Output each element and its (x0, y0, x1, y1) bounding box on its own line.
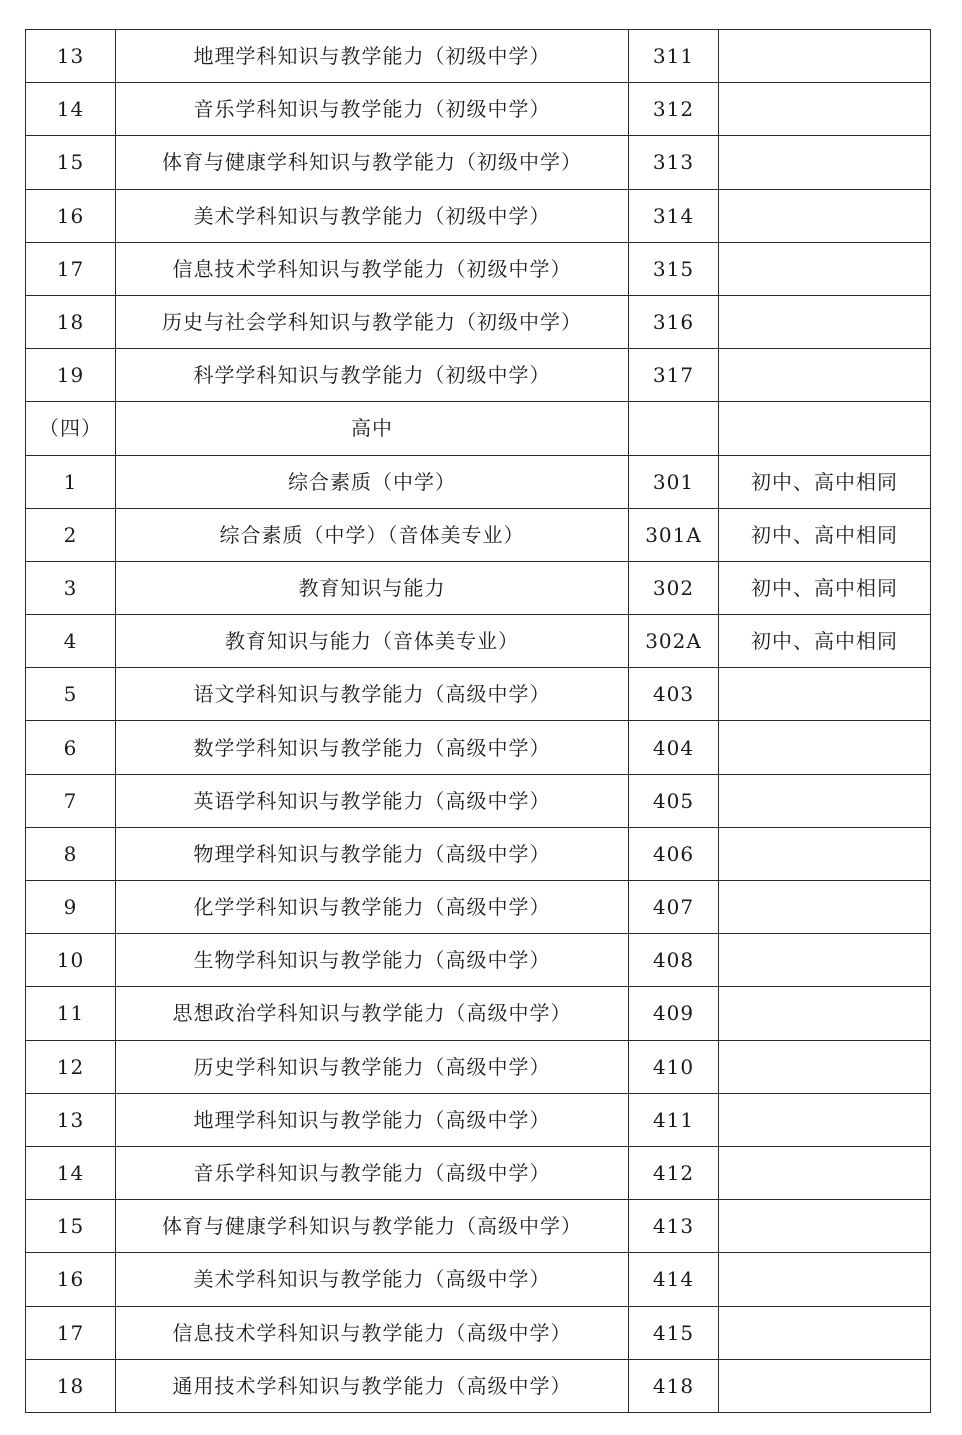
subject-name: 语文学科知识与教学能力（高级中学） (116, 668, 629, 721)
table-row (26, 615, 931, 668)
subject-code: 314 (629, 189, 719, 242)
table-row (26, 774, 931, 827)
section-row (26, 402, 931, 455)
row-number: 17 (26, 242, 116, 295)
table-row (26, 1359, 931, 1412)
row-number: 8 (26, 827, 116, 880)
subject-name: 美术学科知识与教学能力（初级中学） (116, 189, 629, 242)
row-number: 19 (26, 349, 116, 402)
row-number: 18 (26, 1359, 116, 1412)
subject-code: 409 (629, 987, 719, 1040)
subject-note (719, 1359, 931, 1412)
row-number: 5 (26, 668, 116, 721)
table-row (26, 987, 931, 1040)
subject-name: 地理学科知识与教学能力（高级中学） (116, 1093, 629, 1146)
subject-note: 初中、高中相同 (719, 615, 931, 668)
subject-code: 407 (629, 881, 719, 934)
subject-note (719, 242, 931, 295)
row-number: 1 (26, 455, 116, 508)
subject-name: 通用技术学科知识与教学能力（高级中学） (116, 1359, 629, 1412)
table-row (26, 721, 931, 774)
subject-name: 生物学科知识与教学能力（高级中学） (116, 934, 629, 987)
subject-name: 美术学科知识与教学能力（高级中学） (116, 1253, 629, 1306)
subject-code: 312 (629, 83, 719, 136)
subject-note (719, 1040, 931, 1093)
row-number: 13 (26, 30, 116, 83)
table-row (26, 668, 931, 721)
subject-name: 体育与健康学科知识与教学能力（高级中学） (116, 1200, 629, 1253)
table-row (26, 561, 931, 614)
row-number: 2 (26, 508, 116, 561)
subject-note (719, 881, 931, 934)
table-row (26, 83, 931, 136)
subject-code: 301 (629, 455, 719, 508)
row-number: 13 (26, 1093, 116, 1146)
row-number: 14 (26, 1146, 116, 1199)
subject-code: 414 (629, 1253, 719, 1306)
table-row (26, 1093, 931, 1146)
subject-name: 信息技术学科知识与教学能力（初级中学） (116, 242, 629, 295)
subject-note (719, 774, 931, 827)
subject-note (719, 934, 931, 987)
subject-note: 初中、高中相同 (719, 455, 931, 508)
subject-code: 311 (629, 30, 719, 83)
table-row (26, 1306, 931, 1359)
subject-name: 综合素质（中学）（音体美专业） (116, 508, 629, 561)
subject-note (719, 30, 931, 83)
row-number: 9 (26, 881, 116, 934)
subject-note (719, 295, 931, 348)
subject-code: 413 (629, 1200, 719, 1253)
row-number: 16 (26, 1253, 116, 1306)
subject-code: 313 (629, 136, 719, 189)
subject-code: 411 (629, 1093, 719, 1146)
subject-name: 化学学科知识与教学能力（高级中学） (116, 881, 629, 934)
subject-code: 404 (629, 721, 719, 774)
table-row (26, 1040, 931, 1093)
subject-code: 410 (629, 1040, 719, 1093)
table-row (26, 455, 931, 508)
subject-note (719, 1200, 931, 1253)
subject-note (719, 1093, 931, 1146)
subject-note (719, 1306, 931, 1359)
table-row (26, 30, 931, 83)
subject-code: 301A (629, 508, 719, 561)
subject-name: 数学学科知识与教学能力（高级中学） (116, 721, 629, 774)
table-row (26, 349, 931, 402)
subject-name: 历史学科知识与教学能力（高级中学） (116, 1040, 629, 1093)
subject-name: 物理学科知识与教学能力（高级中学） (116, 827, 629, 880)
subject-code: 302A (629, 615, 719, 668)
row-number: 4 (26, 615, 116, 668)
subject-name: 教育知识与能力 (116, 561, 629, 614)
section-title: 高中 (116, 402, 629, 455)
subject-name: 综合素质（中学） (116, 455, 629, 508)
subject-note: 初中、高中相同 (719, 561, 931, 614)
subject-name: 音乐学科知识与教学能力（初级中学） (116, 83, 629, 136)
table-row (26, 189, 931, 242)
subject-code: 315 (629, 242, 719, 295)
row-number: 3 (26, 561, 116, 614)
table-row (26, 1253, 931, 1306)
subject-code: 403 (629, 668, 719, 721)
subject-name: 信息技术学科知识与教学能力（高级中学） (116, 1306, 629, 1359)
table-row (26, 934, 931, 987)
subject-code: 317 (629, 349, 719, 402)
subject-note (719, 827, 931, 880)
row-number: 18 (26, 295, 116, 348)
subject-note (719, 402, 931, 455)
subject-name: 地理学科知识与教学能力（初级中学） (116, 30, 629, 83)
subject-note (719, 1253, 931, 1306)
subject-note (719, 1146, 931, 1199)
table-row (26, 508, 931, 561)
subject-code: 415 (629, 1306, 719, 1359)
exam-subject-table (25, 29, 931, 1413)
table-row (26, 295, 931, 348)
table-row (26, 1200, 931, 1253)
row-number: 7 (26, 774, 116, 827)
subject-code: 405 (629, 774, 719, 827)
subject-note (719, 83, 931, 136)
subject-note: 初中、高中相同 (719, 508, 931, 561)
subject-code: 408 (629, 934, 719, 987)
table-row (26, 827, 931, 880)
subject-note (719, 349, 931, 402)
row-number: 12 (26, 1040, 116, 1093)
subject-name: 科学学科知识与教学能力（初级中学） (116, 349, 629, 402)
subject-note (719, 136, 931, 189)
subject-name: 思想政治学科知识与教学能力（高级中学） (116, 987, 629, 1040)
row-number: 17 (26, 1306, 116, 1359)
subject-note (719, 668, 931, 721)
table-row (26, 1146, 931, 1199)
subject-note (719, 987, 931, 1040)
subject-code: 418 (629, 1359, 719, 1412)
subject-code: 316 (629, 295, 719, 348)
subject-code: 412 (629, 1146, 719, 1199)
row-number: 15 (26, 1200, 116, 1253)
table-body (26, 30, 931, 1413)
subject-code: 406 (629, 827, 719, 880)
subject-name: 历史与社会学科知识与教学能力（初级中学） (116, 295, 629, 348)
table-row (26, 881, 931, 934)
row-number: 10 (26, 934, 116, 987)
subject-name: 音乐学科知识与教学能力（高级中学） (116, 1146, 629, 1199)
subject-code (629, 402, 719, 455)
subject-code: 302 (629, 561, 719, 614)
row-number: 15 (26, 136, 116, 189)
row-number: 6 (26, 721, 116, 774)
row-number: 11 (26, 987, 116, 1040)
row-number: 16 (26, 189, 116, 242)
subject-name: 体育与健康学科知识与教学能力（初级中学） (116, 136, 629, 189)
subject-name: 英语学科知识与教学能力（高级中学） (116, 774, 629, 827)
section-number: （四） (26, 402, 116, 455)
subject-note (719, 189, 931, 242)
subject-name: 教育知识与能力（音体美专业） (116, 615, 629, 668)
row-number: 14 (26, 83, 116, 136)
table-row (26, 242, 931, 295)
subject-note (719, 721, 931, 774)
table-row (26, 136, 931, 189)
